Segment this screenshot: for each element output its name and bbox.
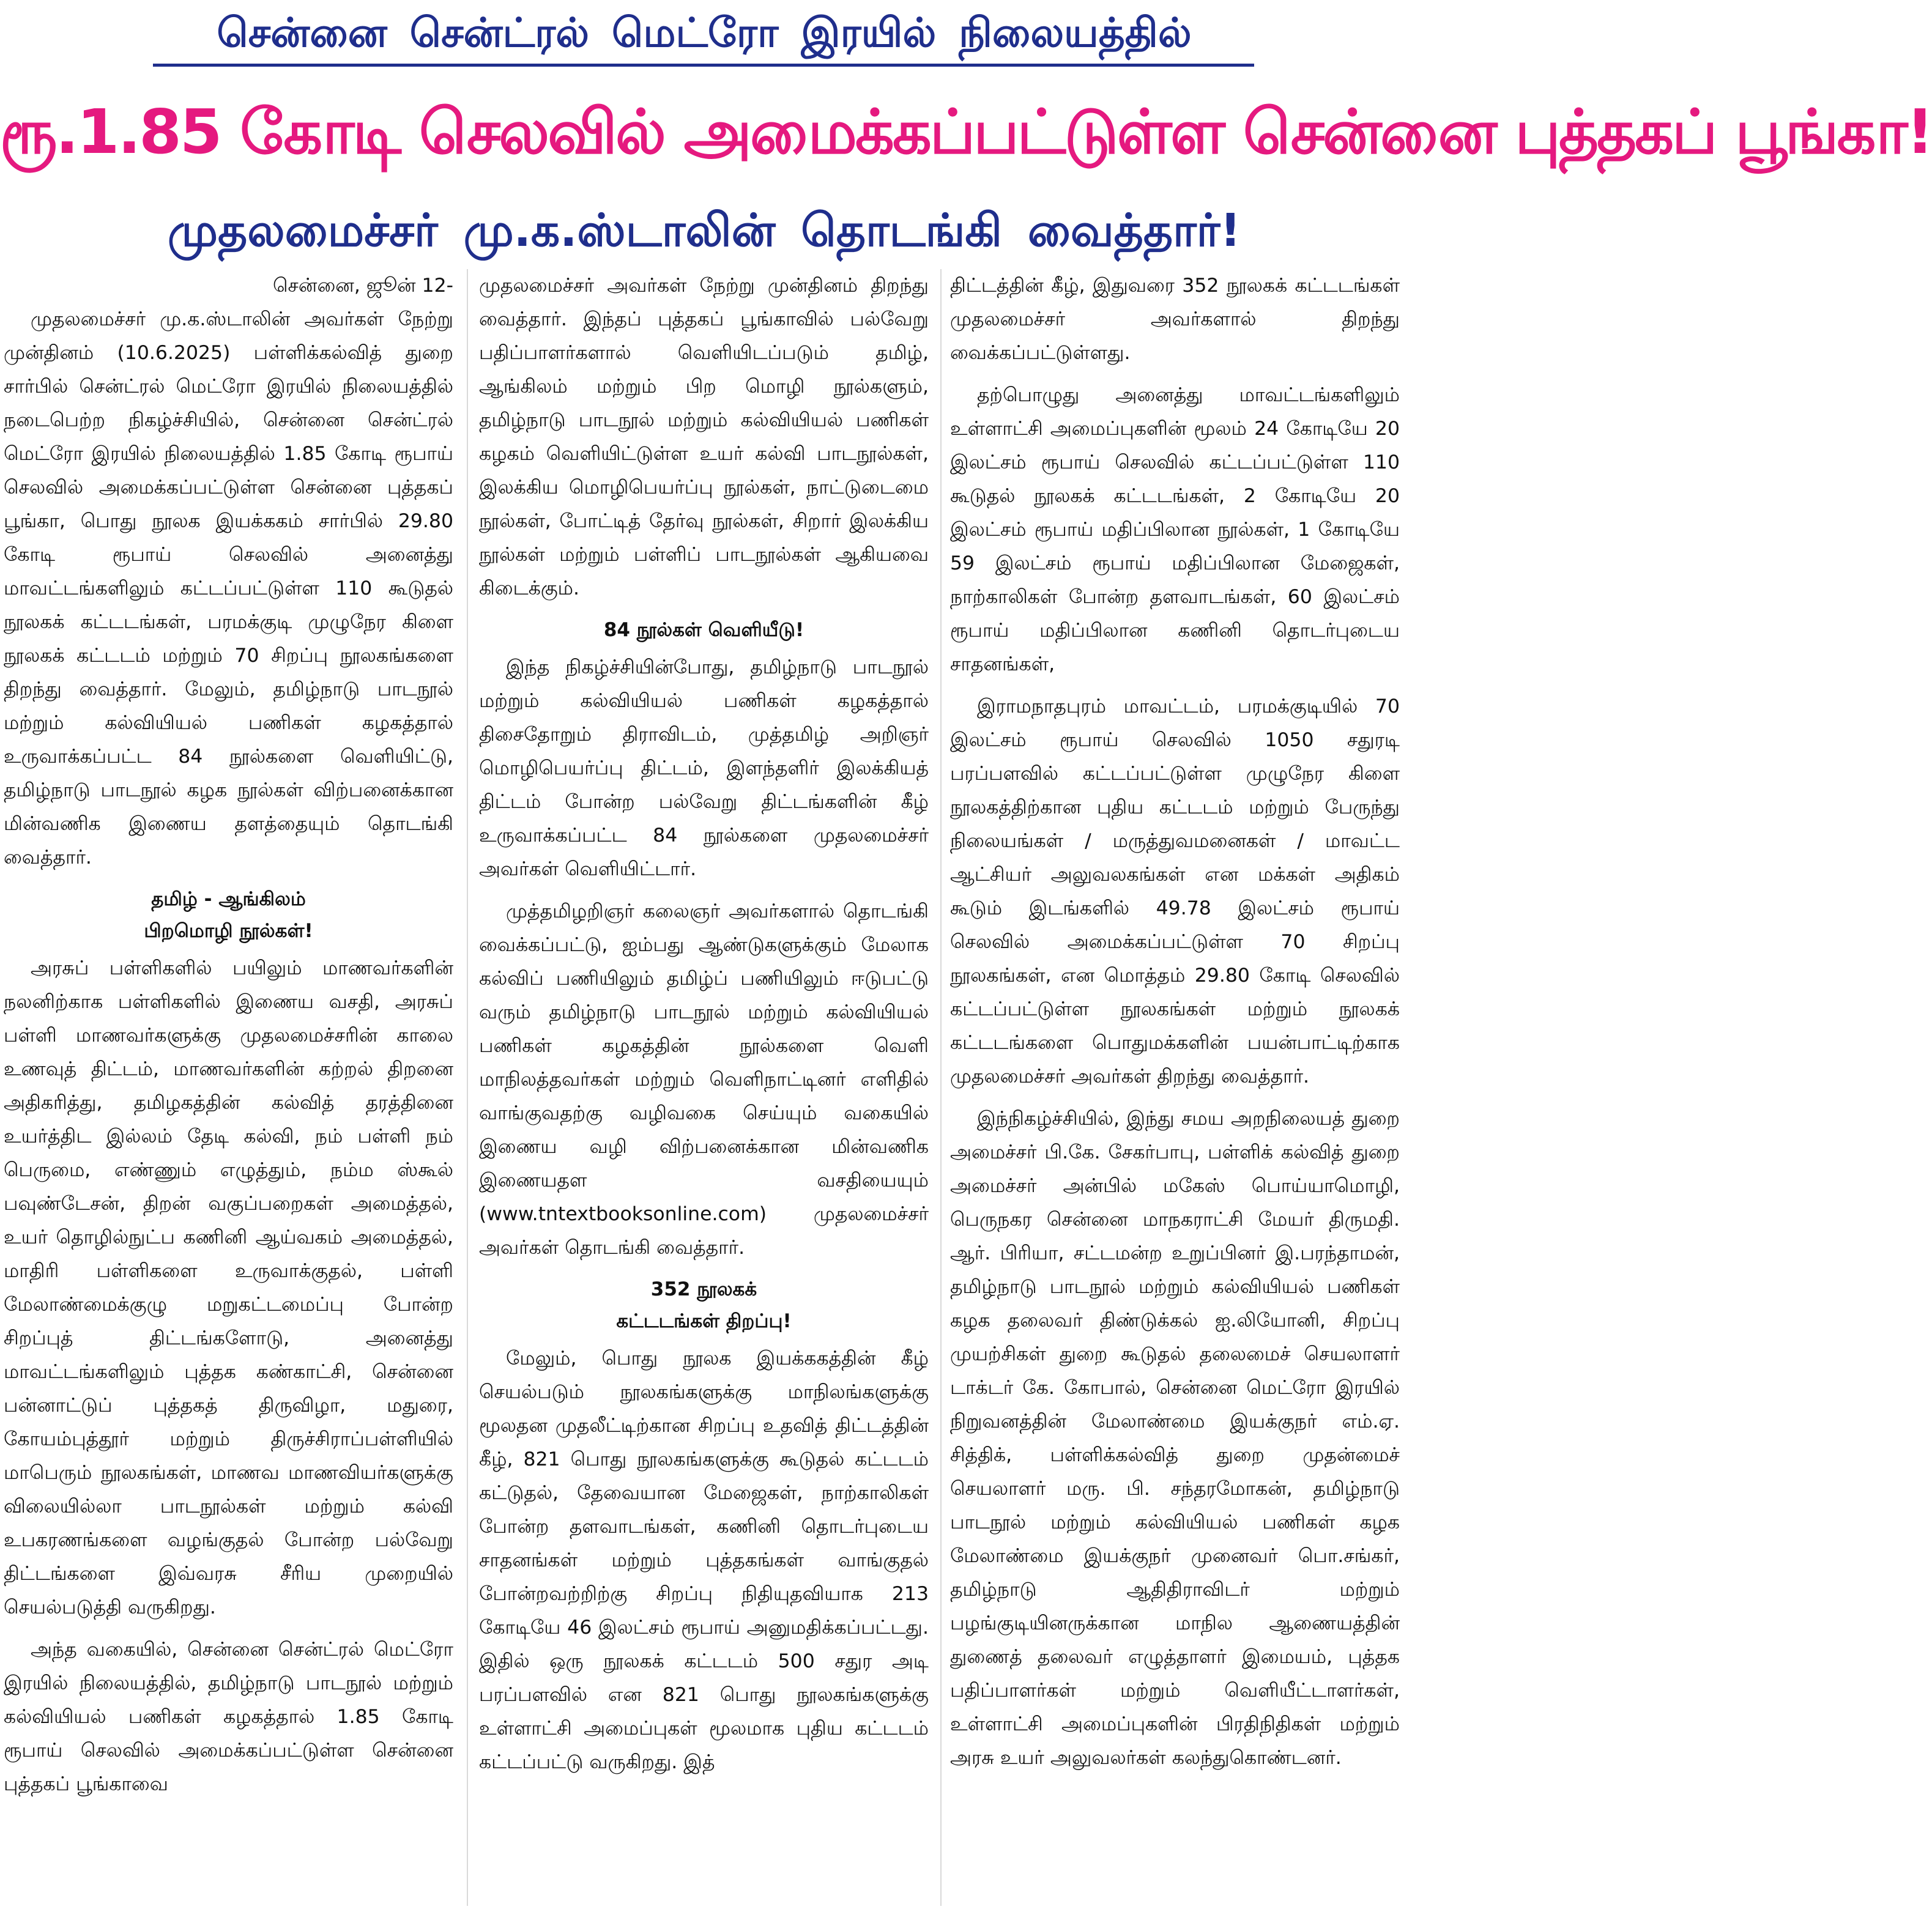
- section-heading: 84 நூல்கள் வெளியீடு!: [603, 619, 804, 641]
- paragraph: இந்த நிகழ்ச்சியின்போது, தமிழ்நாடு பாடநூல் மற்றும் கல்வியியல் பணிகள் கழகத்தால் திசைதோறும் திராவிடம், முத்தமிழ் அறிஞர் மொழிபெயர்ப்பு திட்டம், இளந்தளிர் இலக்கியத் திட்டம் போன்ற பல்வேறு திட்டங்களின் கீழ் உருவாக்கப்பட்ட 84 நூல்களை முதலமைச்சர் அவர்கள் வெளியிட்டார்.: [479, 656, 929, 880]
- article-column-1: [4, 269, 453, 1906]
- paragraph: மேலும், பொது நூலக இயக்ககத்தின் கீழ் செயல்படும் நூலகங்களுக்கு மாநிலங்களுக்கு மூலதன முதலீட்டிற்கான சிறப்பு உதவித் திட்டத்தின் கீழ், 821 பொது நூலகங்களுக்கு கூடுதல் கட்டடம் கட்டுதல், தேவையான மேஜைகள், நாற்காலிகள் போன்ற தளவாடங்கள், கணினி தொடர்புடைய சாதனங்கள் மற்றும் புத்தகங்கள் வாங்குதல் போன்றவற்றிற்கு சிறப்பு நிதியுதவியாக 213 கோடியே 46 இலட்சம் ரூபாய் அனுமதிக்கப்பட்டது. இதில் ஒரு நூலகக் கட்டடம் 500 சதுர அடி பரப்பளவில் என 821 பொது நூலகங்களுக்கு உள்ளாட்சி அமைப்புகள் மூலமாக புதிய கட்டடம் கட்டப்பட்டு வருகிறது. இத்: [479, 1347, 929, 1773]
- paragraph: இந்நிகழ்ச்சியில், இந்து சமய அறநிலையத் துறை அமைச்சர் பி.கே. சேகர்பாபு, பள்ளிக் கல்வித் துறை அமைச்சர் அன்பில் மகேஸ் பொய்யாமொழி, பெருநகர சென்னை மாநகராட்சி மேயர் திருமதி. ஆர். பிரியா, சட்டமன்ற உறுப்பினர் இ.பரந்தாமன், தமிழ்நாடு பாடநூல் மற்றும் கல்வியியல் பணிகள் கழக தலைவர் திண்டுக்கல் ஐ.லியோனி, சிறப்பு முயற்சிகள் துறை கூடுதல் தலைமைச் செயலாளர் டாக்டர் கே. கோபால், சென்னை மெட்ரோ இரயில் நிறுவனத்தின் மேலாண்மை இயக்குநர் எம்.ஏ. சித்திக், பள்ளிக்கல்வித் துறை முதன்மைச் செயலாளர் மரு. பி. சந்தரமோகன், தமிழ்நாடு பாடநூல் மற்றும் கல்வியியல் பணிகள் கழக மேலாண்மை இயக்குநர் முனைவர் பொ.சங்கர், தமிழ்நாடு ஆதிதிராவிடர் மற்றும் பழங்குடியினருக்கான மாநில ஆணையத்தின் துணைத் தலைவர் எழுத்தாளர் இமையம், புத்தக பதிப்பாளர்கள் மற்றும் வெளியீட்டாளர்கள், உள்ளாட்சி அமைப்புகளின் பிரதிநிதிகள் மற்றும் அரசு உயர் அலுவலர்கள் கலந்துகொண்டனர்.: [950, 1108, 1400, 1769]
- column-divider: [940, 269, 942, 1906]
- kicker-headline: சென்னை சென்ட்ரல் மெட்ரோ இரயில் நிலையத்தில்: [217, 9, 1192, 56]
- paragraph: அரசுப் பள்ளிகளில் பயிலும் மாணவர்களின் நலனிற்காக பள்ளிகளில் இணைய வசதி, அரசுப் பள்ளி மாணவர்களுக்கு முதலமைச்சரின் காலை உணவுத் திட்டம், மாணவர்களின் கற்றல் திறனை அதிகரித்து, தமிழகத்தின் கல்வித் தரத்தினை உயர்த்திட இல்லம் தேடி கல்வி, நம் பள்ளி நம் பெருமை, எண்ணும் எழுத்தும், நம்ம ஸ்கூல் பவுண்டேசன், திறன் வகுப்பறைகள் அமைத்தல், உயர் தொழில்நுட்ப கணினி ஆய்வகம் அமைத்தல், மாதிரி பள்ளிகளை உருவாக்குதல், பள்ளி மேலாண்மைக்குழு மறுகட்டமைப்பு போன்ற சிறப்புத் திட்டங்களோடு, அனைத்து மாவட்டங்களிலும் புத்தக கண்காட்சி, சென்னை பன்னாட்டுப் புத்தகத் திருவிழா, மதுரை, கோயம்புத்தூர் மற்றும் திருச்சிராப்பள்ளியில் மாபெரும் நூலகங்கள், மாணவ மாணவியர்களுக்கு விலையில்லா பாடநூல்கள் மற்றும் கல்வி உபகரணங்களை வழங்குதல் போன்ற பல்வேறு திட்டங்களை இவ்வரசு சீரிய முறையில் செயல்படுத்தி வருகிறது.: [4, 957, 453, 1618]
- paragraph: தற்பொழுது அனைத்து மாவட்டங்களிலும் உள்ளாட்சி அமைப்புகளின் மூலம் 24 கோடியே 20 இலட்சம் ரூபாய் செலவில் கட்டப்பட்டுள்ள 110 கூடுதல் நூலகக் கட்டடங்கள், 2 கோடியே 20 இலட்சம் ரூபாய் மதிப்பிலான நூல்கள், 1 கோடியே 59 இலட்சம் ரூபாய் மதிப்பிலான மேஜைகள், நாற்காலிகள் போன்ற தளவாடங்கள், 60 இலட்சம் ரூபாய் மதிப்பிலான கணினி தொடர்புடைய சாதனங்கள்,: [950, 384, 1400, 675]
- article-column-3: [950, 269, 1400, 1906]
- article-column-2: [479, 269, 929, 1906]
- main-headline: ரூ.1.85 கோடி செலவில் அமைக்கப்பட்டுள்ள சென்னை புத்தகப் பூங்கா!: [0, 96, 1932, 168]
- section-heading-line: 352 நூலகக்: [650, 1278, 757, 1300]
- dateline: சென்னை, ஜூன் 12-: [272, 275, 453, 297]
- section-heading: [479, 1273, 929, 1337]
- paragraph: முதலமைச்சர் அவர்கள் நேற்று முன்தினம் திறந்து வைத்தார். இந்தப் புத்தகப் பூங்காவில் பல்வேறு பதிப்பாளர்களால் வெளியிடப்படும் தமிழ், ஆங்கிலம் மற்றும் பிற மொழி நூல்களும், தமிழ்நாடு பாடநூல் மற்றும் கல்வியியல் பணிகள் கழகம் வெளியிட்டுள்ள உயர் கல்வி பாடநூல்கள், இலக்கிய மொழிபெயர்ப்பு நூல்கள், நாட்டுடைமை நூல்கள், போட்டித் தேர்வு நூல்கள், சிறார் இலக்கிய நூல்கள் மற்றும் பள்ளிப் பாடநூல்கள் ஆகியவை கிடைக்கும்.: [479, 275, 929, 599]
- section-heading-line: தமிழ் - ஆங்கிலம்: [151, 888, 306, 910]
- kicker-underline: [153, 64, 1254, 67]
- section-heading-line: கட்டடங்கள் திறப்பு!: [616, 1310, 792, 1332]
- subheadline: முதலமைச்சர் மு.க.ஸ்டாலின் தொடங்கி வைத்தார்!: [167, 204, 1241, 257]
- paragraph: அந்த வகையில், சென்னை சென்ட்ரல் மெட்ரோ இரயில் நிலையத்தில், தமிழ்நாடு பாடநூல் மற்றும் கல்வியியல் பணிகள் கழகத்தால் 1.85 கோடி ரூபாய் செலவில் அமைக்கப்பட்டுள்ள சென்னை புத்தகப் பூங்காவை: [4, 1639, 453, 1795]
- section-heading-line: பிறமொழி நூல்கள்!: [144, 920, 313, 942]
- column-divider: [467, 269, 468, 1906]
- paragraph: திட்டத்தின் கீழ், இதுவரை 352 நூலகக் கட்டடங்கள் முதலமைச்சர் அவர்களால் திறந்து வைக்கப்பட்டுள்ளது.: [950, 275, 1400, 364]
- section-heading: [4, 883, 453, 947]
- paragraph: முத்தமிழறிஞர் கலைஞர் அவர்களால் தொடங்கி வைக்கப்பட்டு, ஐம்பது ஆண்டுகளுக்கும் மேலாக கல்விப் பணியிலும் தமிழ்ப் பணியிலும் ஈடுபட்டு வரும் தமிழ்நாடு பாடநூல் மற்றும் கல்வியியல் பணிகள் கழகத்தின் நூல்களை வெளி மாநிலத்தவர்கள் மற்றும் வெளிநாட்டினர் எளிதில் வாங்குவதற்கு வழிவகை செய்யும் வகையில் இணைய வழி விற்பனைக்கான மின்வணிக இணையதள வசதியையும் (www.tntextbooksonline.com) முதலமைச்சர் அவர்கள் தொடங்கி வைத்தார்.: [479, 900, 929, 1259]
- paragraph: முதலமைச்சர் மு.க.ஸ்டாலின் அவர்கள் நேற்று முன்தினம் (10.6.2025) பள்ளிக்கல்வித் துறை சார்பில் சென்ட்ரல் மெட்ரோ இரயில் நிலையத்தில் நடைபெற்ற நிகழ்ச்சியில், சென்னை சென்ட்ரல் மெட்ரோ இரயில் நிலையத்தில் 1.85 கோடி ரூபாய் செலவில் அமைக்கப்பட்டுள்ள சென்னை புத்தகப் பூங்கா, பொது நூலக இயக்ககம் சார்பில் 29.80 கோடி ரூபாய் செலவில் அனைத்து மாவட்டங்களிலும் கட்டப்பட்டுள்ள 110 கூடுதல் நூலகக் கட்டடங்கள், பரமக்குடி முழுநேர கிளை நூலகக் கட்டடம் மற்றும் 70 சிறப்பு நூலகங்களை திறந்து வைத்தார். மேலும், தமிழ்நாடு பாடநூல் மற்றும் கல்வியியல் பணிகள் கழகத்தால் உருவாக்கப்பட்ட 84 நூல்களை வெளியிட்டு, தமிழ்நாடு பாடநூல் கழக நூல்கள் விற்பனைக்கான மின்வணிக இணைய தளத்தையும் தொடங்கி வைத்தார்.: [4, 308, 453, 869]
- paragraph: இராமநாதபுரம் மாவட்டம், பரமக்குடியில் 70 இலட்சம் ரூபாய் செலவில் 1050 சதுரடி பரப்பளவில் கட்டப்பட்டுள்ள முழுநேர கிளை நூலகத்திற்கான புதிய கட்டடம் மற்றும் பேருந்து நிலையங்கள் / மருத்துவமனைகள் / மாவட்ட ஆட்சியர் அலுவலகங்கள் என மக்கள் அதிகம் கூடும் இடங்களில் 49.78 இலட்சம் ரூபாய் செலவில் அமைக்கப்பட்டுள்ள 70 சிறப்பு நூலகங்கள், என மொத்தம் 29.80 கோடி செலவில் கட்டப்பட்டுள்ள நூலகங்கள் மற்றும் நூலகக் கட்டடங்களை பொதுமக்களின் பயன்பாட்டிற்காக முதலமைச்சர் அவர்கள் திறந்து வைத்தார்.: [950, 695, 1400, 1088]
